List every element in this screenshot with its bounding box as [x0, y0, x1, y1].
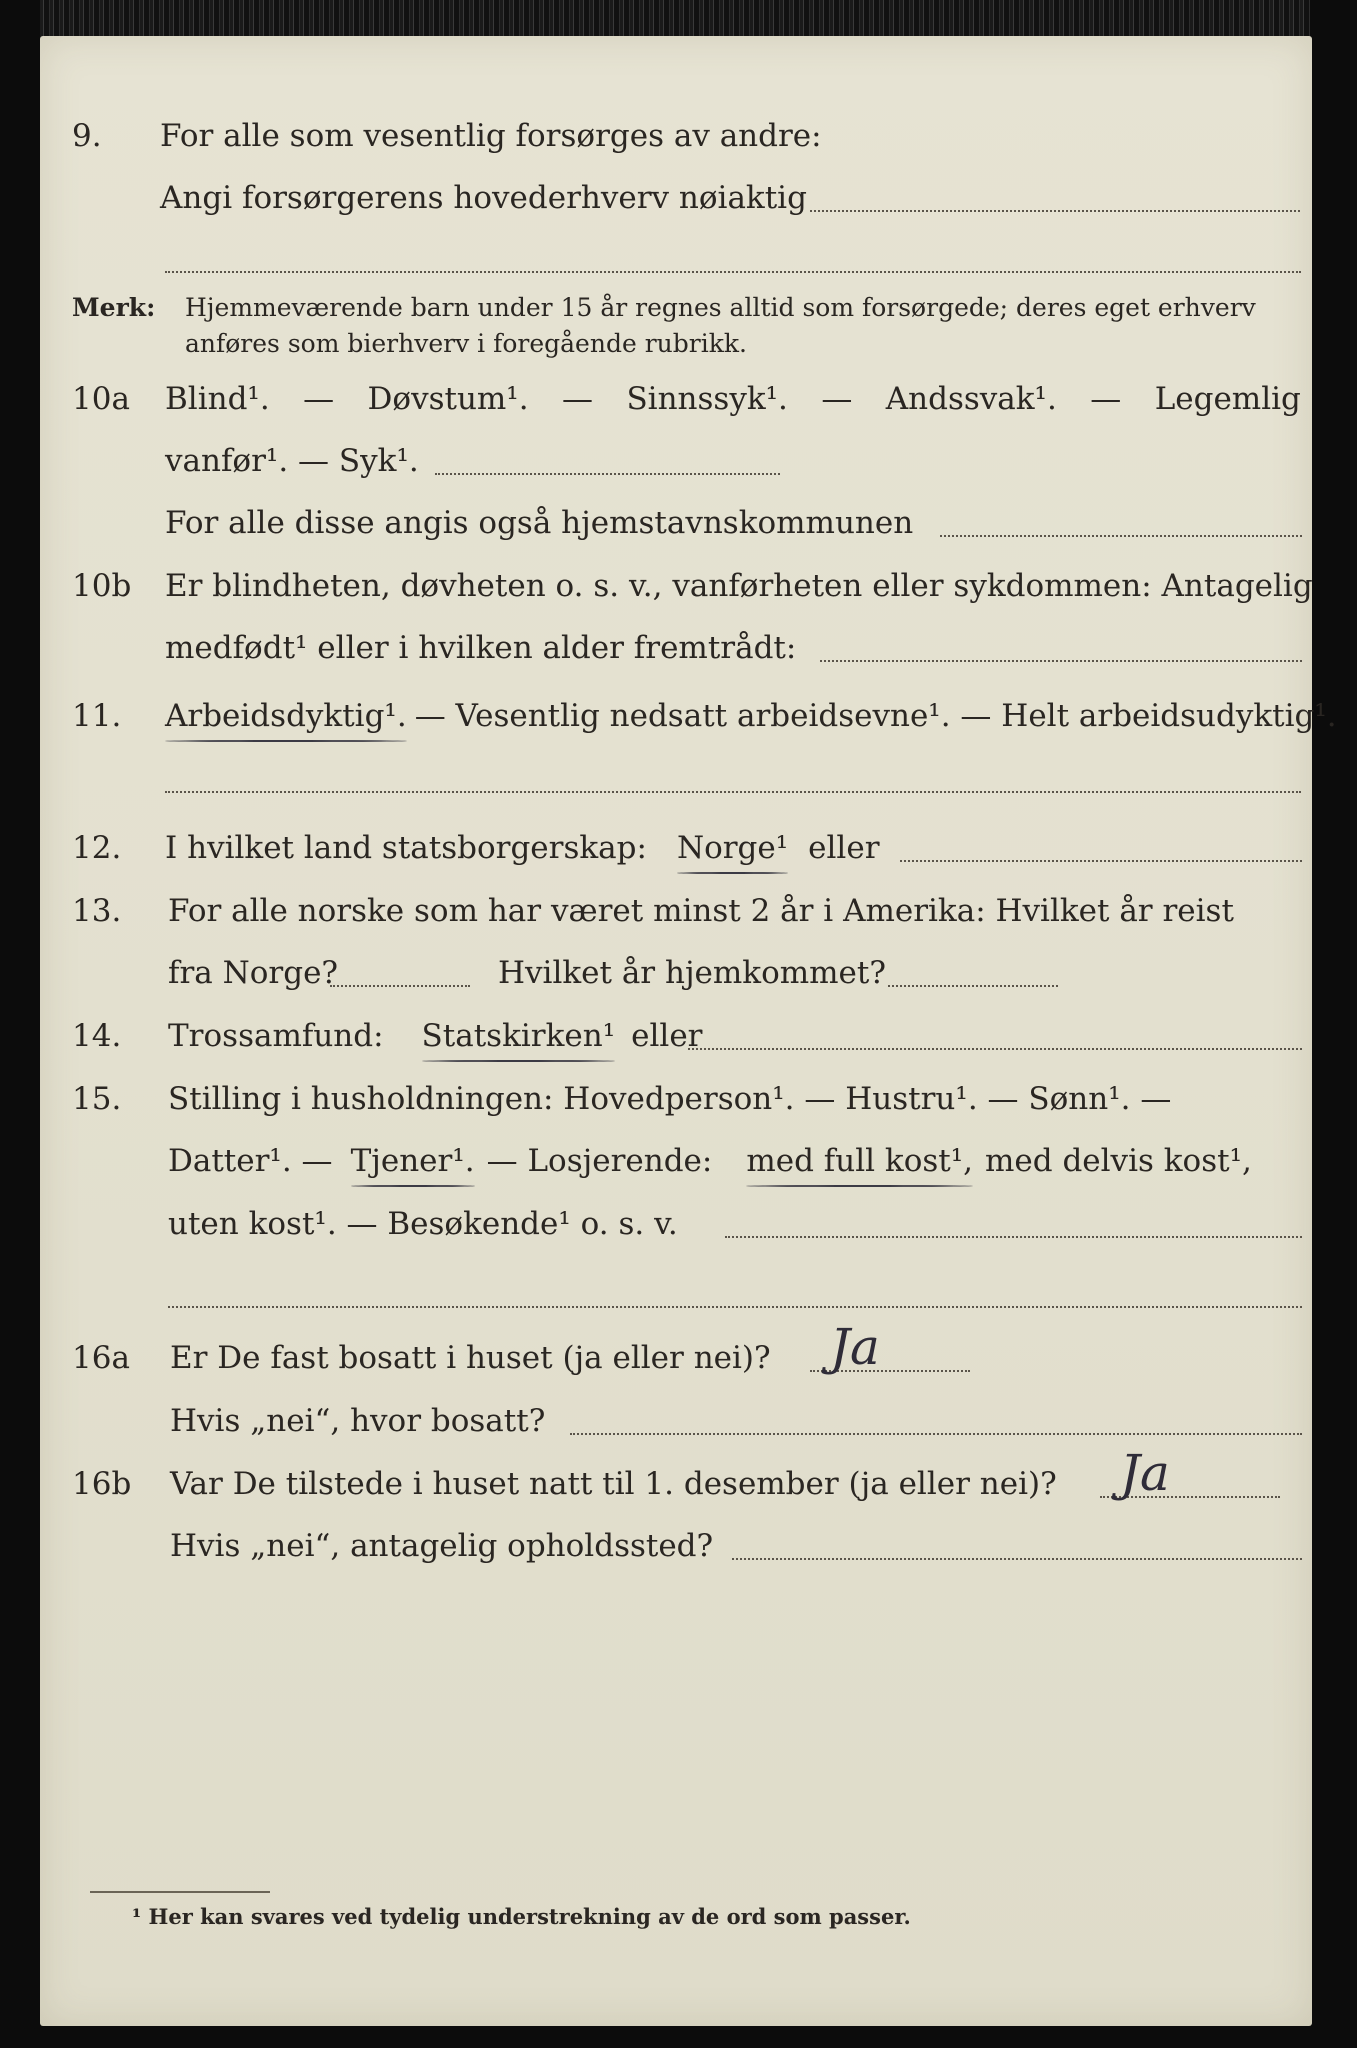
q15-opt-full-kost[interactable]: med full kost¹, [746, 1143, 974, 1179]
q10b-prompt: medfødt¹ eller i hvilken alder fremtrådt: [165, 630, 797, 666]
q13-text: For alle norske som har været minst 2 år i Amerika: Hvilket år reist [168, 893, 1234, 929]
q15-opt-tjener[interactable]: Tjener¹. [350, 1143, 475, 1179]
q14-line [40, 1016, 1312, 1056]
q16a-handwritten-answer: Ja [830, 1318, 880, 1376]
q10a-vanfor-syk: vanfør¹. — Syk¹. [165, 443, 419, 479]
q16b-line2 [40, 1526, 1312, 1566]
q10a-dash-1: — [303, 381, 335, 417]
q11-opt-arbeidsdyktig[interactable]: Arbeidsdyktig¹. [165, 698, 407, 734]
q11-line [40, 696, 1337, 736]
q11-options [165, 696, 1337, 736]
q16a-bosatt: Hvis „nei“, hvor bosatt? [170, 1403, 546, 1439]
merk-label: Merk: [72, 293, 156, 322]
q15-opt-datter: Datter¹. — [168, 1143, 333, 1179]
q16b-opholdssted-line[interactable] [732, 1558, 1302, 1560]
q13-hjemkommet: Hvilket år hjemkommet? [498, 955, 886, 991]
q9-number: 9. [72, 118, 102, 154]
q16b-opholdssted: Hvis „nei“, antagelig opholdssted? [170, 1528, 714, 1564]
q10a-opt-sinnssyk: Sinnssyk¹. [626, 381, 788, 417]
q12-number: 12. [72, 830, 122, 866]
q16a-bosatt-line[interactable] [570, 1433, 1302, 1435]
q9-answer-line[interactable] [810, 210, 1300, 212]
q16a-text: Er De fast bosatt i huset (ja eller nei)? [170, 1340, 771, 1376]
q14-prompt: Trossamfund: [168, 1018, 384, 1054]
q12-eller: eller [808, 830, 880, 866]
q10a-dash-2: — [562, 381, 594, 417]
q13-hjemkommet-line[interactable] [888, 985, 1058, 987]
q15-line2 [40, 1141, 1312, 1181]
q15-options-3: uten kost¹. — Besøkende¹ o. s. v. [168, 1206, 678, 1242]
q16a-line1 [40, 1318, 1312, 1378]
footnote: ¹ Her kan svares ved tydelig understrekning av de ord som passer. [132, 1904, 911, 1929]
q16b-line1 [40, 1444, 1312, 1504]
q14-number: 14. [72, 1018, 122, 1054]
merk-line2: anføres som bierhverv i foregående rubrikk. [185, 329, 747, 358]
q10a-answer-line[interactable] [435, 473, 780, 475]
q16b-text: Var De tilstede i huset natt til 1. desember (ja eller nei)? [170, 1466, 1057, 1502]
q10a-number: 10a [72, 381, 130, 417]
q9-text: For alle som vesentlig forsørges av andre: [160, 118, 822, 154]
q10a-options [165, 379, 1301, 419]
merk-line1: Hjemmeværende barn under 15 år regnes alltid som forsørgede; deres eget erhverv [185, 293, 1256, 322]
q10a-hjemstavn: For alle disse angis også hjemstavnskommunen [165, 505, 914, 541]
q12-text [165, 828, 880, 868]
q10a-opt-legemlig: Legemlig [1154, 381, 1301, 417]
q16a-number: 16a [72, 1340, 130, 1376]
q9-line2 [40, 178, 1312, 218]
q10a-line1 [40, 379, 1312, 419]
q12-opt-norge[interactable]: Norge¹ [676, 830, 789, 866]
q13-line1 [40, 891, 1312, 931]
q14-opt-statskirken[interactable]: Statskirken¹ [421, 1018, 616, 1054]
q15-line1 [40, 1079, 1312, 1119]
q9-prompt: Angi forsørgerens hovederhverv nøiaktig [160, 180, 807, 216]
q10b-number: 10b [72, 568, 132, 604]
q10b-answer-line[interactable] [820, 660, 1302, 662]
q10b-line2 [40, 628, 1312, 668]
q10a-opt-andssvak: Andssvak¹. [885, 381, 1057, 417]
q15-text: Stilling i husholdningen: Hovedperson¹. — Hustru¹. — Sønn¹. — [168, 1081, 1172, 1117]
q11-number: 11. [72, 698, 122, 734]
q10b-line1 [40, 566, 1312, 606]
q16a-line2 [40, 1401, 1312, 1441]
q10a-opt-blind: Blind¹. [165, 381, 270, 417]
q11-answer-line[interactable] [165, 791, 1301, 793]
q14-text [168, 1016, 702, 1056]
census-form-page [40, 36, 1337, 2026]
q15-answer-line[interactable] [725, 1236, 1302, 1238]
q11-other-options: — Vesentlig nedsatt arbeidsevne¹. — Helt arbeidsudyktig¹. [414, 698, 1337, 734]
q15-answer-line-2[interactable] [168, 1306, 1302, 1308]
q16b-handwritten-answer: Ja [1120, 1444, 1170, 1502]
q15-losjerende: — Losjerende: [486, 1143, 713, 1179]
q13-reist-line[interactable] [330, 985, 470, 987]
q15-line3 [40, 1204, 1312, 1244]
q12-line [40, 828, 1312, 868]
q10a-line2 [40, 441, 1312, 481]
q10a-line3 [40, 503, 1312, 543]
q13-line2 [40, 953, 1312, 993]
q13-number: 13. [72, 893, 122, 929]
q9-answer-line-2[interactable] [165, 271, 1301, 273]
q10a-opt-dovstum: Døvstum¹. [367, 381, 529, 417]
q10a-dash-4: — [1090, 381, 1122, 417]
footnote-rule [90, 1891, 270, 1893]
q14-eller: eller [631, 1018, 703, 1054]
q13-reist: fra Norge? [168, 955, 339, 991]
q10a-dash-3: — [821, 381, 853, 417]
q10b-text: Er blindheten, døvheten o. s. v., vanførheten eller sykdommen: Antagelig [165, 568, 1313, 604]
q9-line1 [40, 116, 1312, 156]
q14-answer-line[interactable] [688, 1048, 1302, 1050]
scan-top-strip [40, 0, 1310, 40]
q16b-number: 16b [72, 1466, 132, 1502]
q15-opt-delvis-kost: med delvis kost¹, [985, 1143, 1252, 1179]
q15-number: 15. [72, 1081, 122, 1117]
q12-prompt: I hvilket land statsborgerskap: [165, 830, 647, 866]
q10a-hjemstavn-line[interactable] [940, 535, 1302, 537]
q12-answer-line[interactable] [900, 860, 1302, 862]
q15-options-2 [168, 1141, 1252, 1181]
